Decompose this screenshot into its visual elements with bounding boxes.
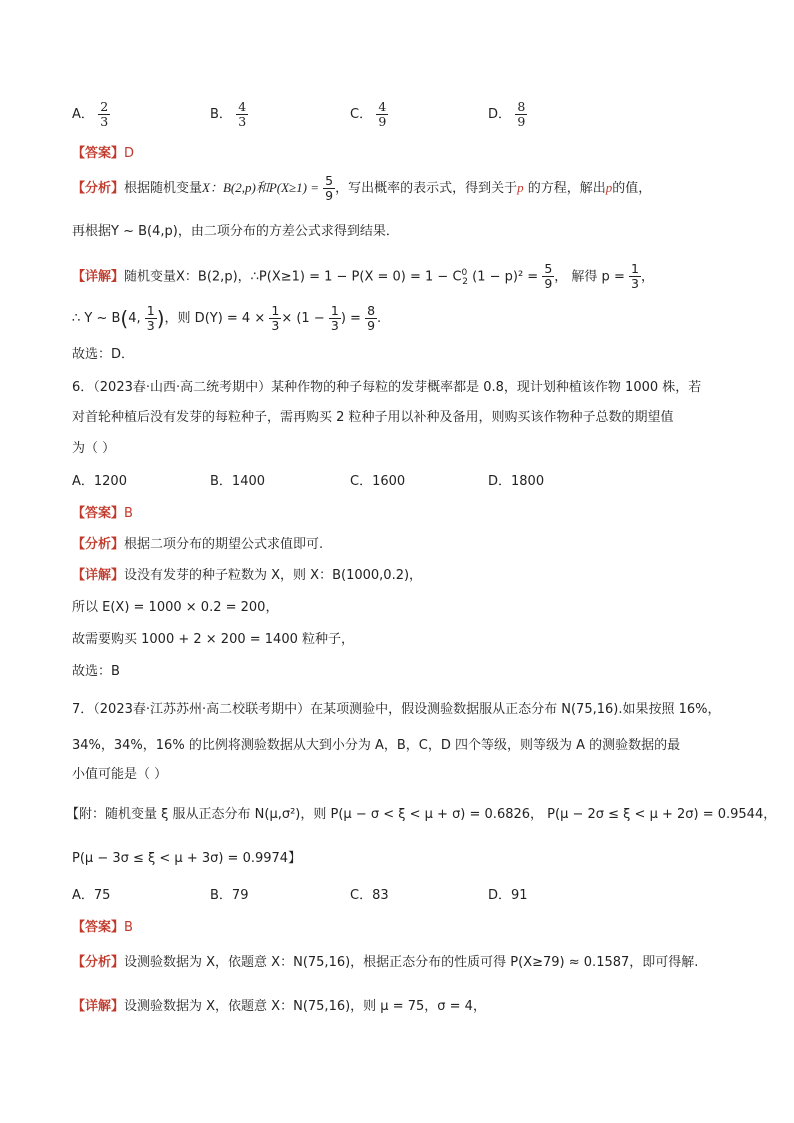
q7-note-line2: P(μ − 3σ ≤ ξ < μ + 3σ) = 0.9974】 bbox=[72, 851, 302, 866]
q6-detail-line3: 故需要购买 1000 + 2 × 200 = 1400 粒种子， bbox=[72, 632, 354, 647]
q6-analysis: 【分析】根据二项分布的期望公式求值即可. bbox=[72, 537, 324, 552]
option-fraction: $\frac{2}{3}$ bbox=[100, 99, 109, 129]
q5-choose: 故选：D． bbox=[72, 347, 135, 362]
q5-analysis-line2: 再根据Y ~ B(4,p)，由二项分布的方差公式求得到结果． bbox=[72, 224, 399, 239]
q7-stem-line1: 7．（2023春·江苏苏州·高二校联考期中）在某项测验中，假设测验数据服从正态分布 N(75,16).如果按照 16%， bbox=[72, 702, 721, 717]
q5-option-c bbox=[350, 100, 388, 129]
q6-option-d: D．1800 bbox=[488, 474, 545, 489]
q6-detail-line2: 所以 E(X) = 1000 × 0.2 = 200， bbox=[72, 600, 279, 615]
q7-option-c: C．83 bbox=[350, 888, 389, 903]
option-letter: A． bbox=[72, 107, 94, 122]
q6-stem-line1: 6．（2023春·山西·高二统考期中）某种作物的种子每粒的发芽概率都是 0.8，现计划种植该作物 1000 株，若 bbox=[72, 380, 702, 395]
q6-stem-line2: 对首轮种植后没有发芽的每粒种子，需再购买 2 粒种子用以补种及备用，则购买该作物种子总数的期望值 bbox=[72, 410, 674, 425]
q7-note-line1: 【附：随机变量 ξ 服从正态分布 N(μ,σ²)，则 P(μ − σ < ξ < μ + σ) = 0.6826， P(μ − 2σ ≤ ξ < μ + 2σ) = 0.9544， bbox=[66, 807, 777, 822]
q5-option-b bbox=[210, 100, 248, 129]
q6-detail: 【详解】设没有发芽的种子粒数为 X，则 X：B(1000,0.2)， bbox=[72, 568, 423, 583]
q5-detail-line2: ∴ Y ~ B(4, $\frac{1}{3}$ )，则 D(Y) = 4 × $\frac{1}{3}$ × (1 − $\frac{1}{3}$ ) = $\frac{8}{9}$ . bbox=[72, 303, 382, 333]
q6-choose: 故选：B bbox=[72, 664, 120, 679]
q6-stem-line3: 为（ ） bbox=[72, 441, 116, 456]
option-letter: B． bbox=[210, 107, 232, 122]
option-fraction: $\frac{4}{9}$ bbox=[378, 99, 387, 129]
q7-option-d: D．91 bbox=[488, 888, 528, 903]
q5-analysis: 【分析】根据随机变量X：B(2,p)和P(X≥1) = $\frac{5}{9}$ ，写出概率的表示式，得到关于p 的方程，解出p的值， bbox=[72, 173, 652, 203]
q5-option-d bbox=[488, 100, 527, 129]
q7-option-b: B．79 bbox=[210, 888, 249, 903]
q5-answer: 【答案】D bbox=[72, 146, 135, 161]
q6-option-b: B．1400 bbox=[210, 474, 266, 489]
q7-answer: 【答案】B bbox=[72, 920, 133, 935]
q5-detail: 【详解】随机变量X：B(2,p)，∴P(X≥1) = $1 - P(X = 0) = 1 - C^0_2$ (1 − p)² = $\frac{5}{9}$ ， 解得 p = $\frac{1}{3}$ ， bbox=[72, 261, 654, 292]
option-fraction: $\frac{8}{9}$ bbox=[517, 99, 526, 129]
q6-option-a: A．1200 bbox=[72, 474, 127, 489]
q6-answer: 【答案】B bbox=[72, 506, 133, 521]
option-letter: C． bbox=[350, 107, 373, 122]
option-fraction: $\frac{4}{3}$ bbox=[238, 99, 247, 129]
q7-detail: 【详解】设测验数据为 X，依题意 X：N(75,16)，则 μ = 75，σ = 4， bbox=[72, 999, 486, 1014]
q5-option-a bbox=[72, 100, 110, 129]
q7-stem-line2: 34%，34%，16% 的比例将测验数据从大到小分为 A，B，C，D 四个等级，则等级为 A 的测验数据的最 bbox=[72, 738, 681, 753]
option-letter: D． bbox=[488, 107, 512, 122]
q6-option-c: C．1600 bbox=[350, 474, 406, 489]
q7-stem-line3: 小值可能是（ ） bbox=[72, 767, 168, 782]
q7-option-a: A．75 bbox=[72, 888, 111, 903]
q7-analysis: 【分析】设测验数据为 X，依题意 X：N(75,16)，根据正态分布的性质可得 P(X≥79) ≈ 0.1587，即可得解. bbox=[72, 955, 699, 970]
